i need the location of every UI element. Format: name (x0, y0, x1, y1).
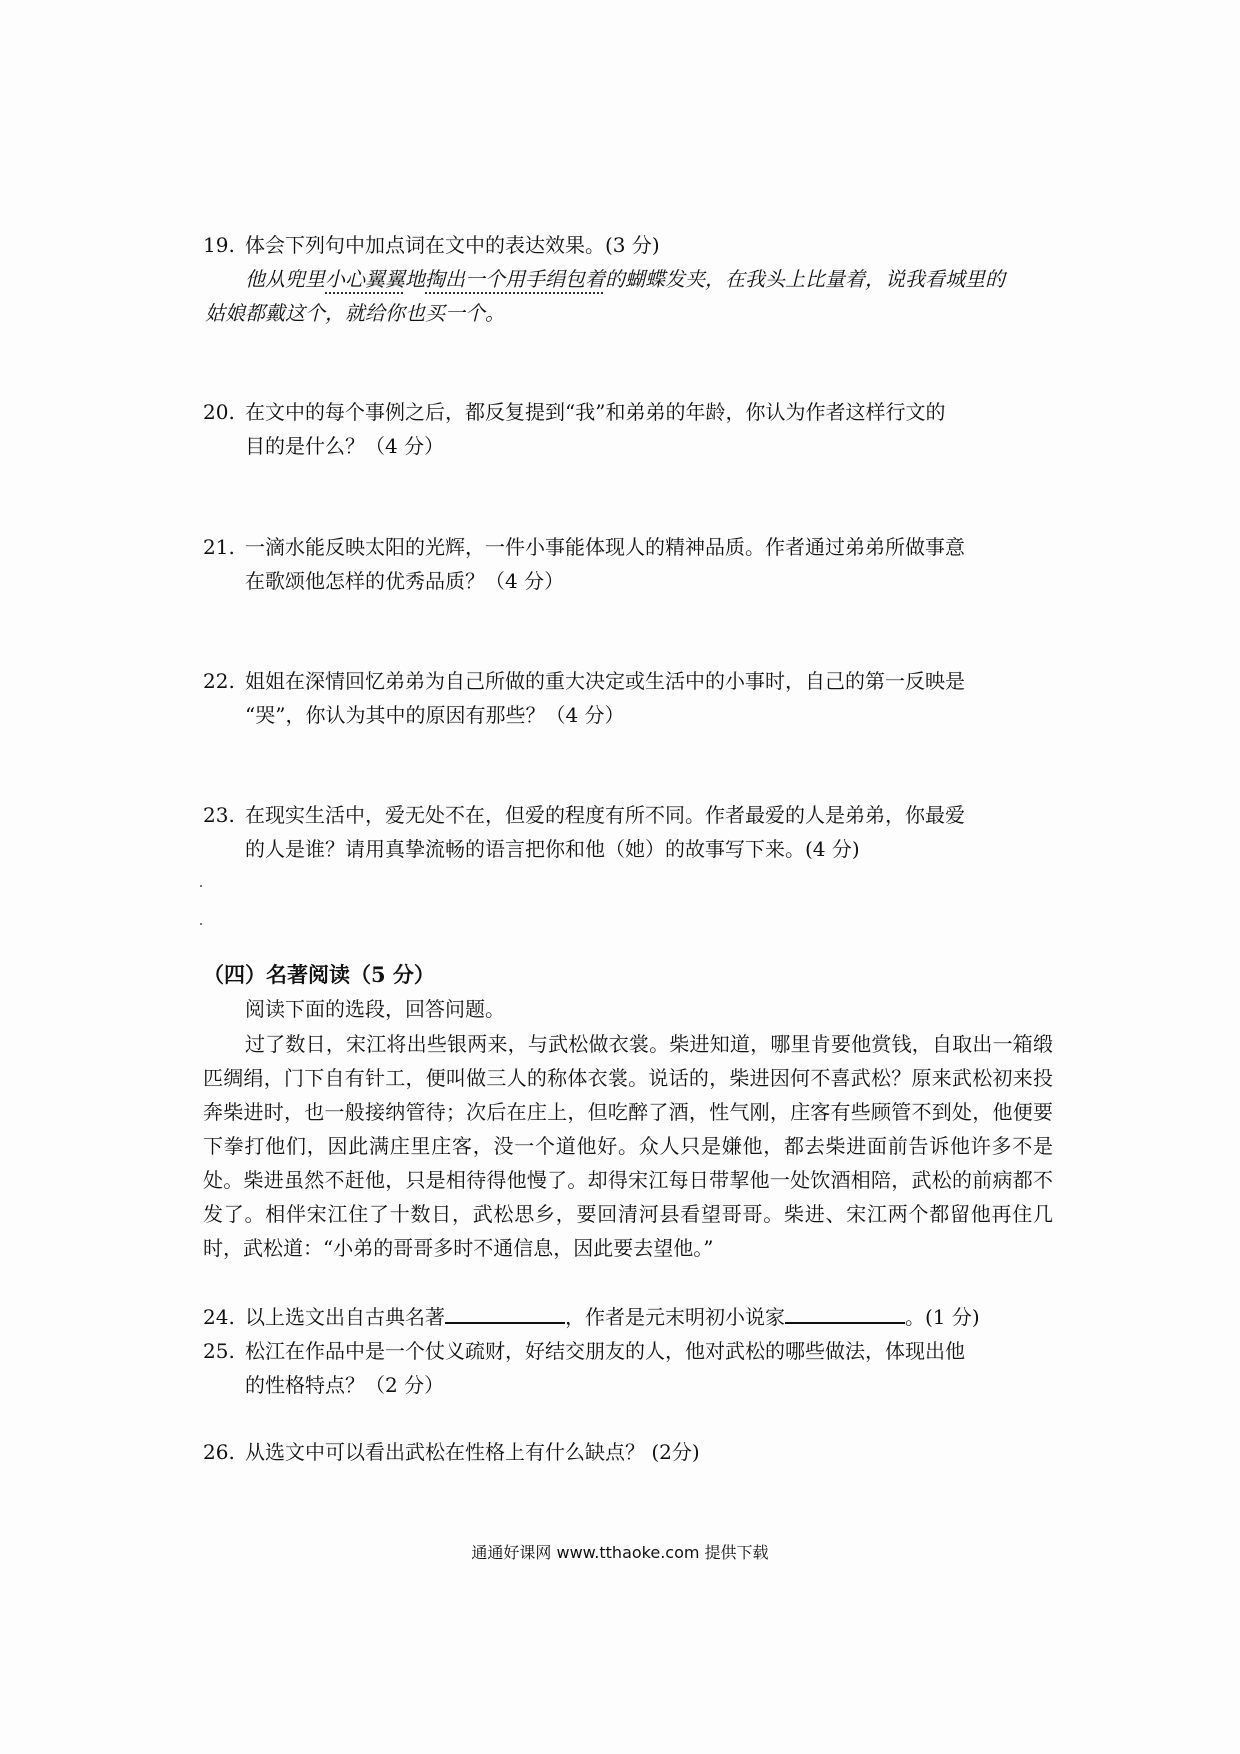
question-22 (203, 664, 1053, 732)
question-line: 的性格特点？（2 分） (245, 1373, 445, 1397)
question-number: 25. (203, 1339, 235, 1363)
sentence-text: 地 (405, 267, 425, 291)
question-21 (203, 530, 1053, 598)
question-26 (203, 1435, 1053, 1469)
dotted-word-1: 小心翼翼 (325, 267, 405, 291)
sentence-line-2: 姑娘都戴这个，就给你也买一个。 (205, 301, 505, 325)
section-title: （四）名著阅读（5 分） (203, 962, 435, 987)
question-number: 23. (203, 803, 235, 827)
question-line: 从选文中可以看出武松在性格上有什么缺点？ (2分) (245, 1440, 700, 1464)
question-number: 20. (203, 400, 235, 424)
question-20 (203, 395, 1053, 463)
answer-blank-book[interactable] (445, 1302, 565, 1324)
sentence-text: 的蝴蝶发夹，在我头上比量着，说我看城里的 (605, 267, 1005, 291)
question-number: 22. (203, 669, 235, 693)
answer-blank-author[interactable] (785, 1302, 905, 1324)
question-text: 。(1 分) (905, 1305, 980, 1329)
question-24 (203, 1300, 1053, 1334)
dotted-word-2: 掏出一个用手绢包着 (425, 267, 605, 291)
reading-passage (203, 1027, 1053, 1265)
question-line: 目的是什么？（4 分） (245, 434, 445, 458)
question-line: 一滴水能反映太阳的光辉，一件小事能体现人的精神品质。作者通过弟弟所做事意 (245, 535, 965, 559)
question-text: ，作者是元末明初小说家 (565, 1305, 785, 1329)
scan-speck (200, 885, 202, 887)
passage-text: 过了数日，宋江将出些银两来，与武松做衣裳。柴进知道，哪里肯要他赏钱，自取出一箱缎匹绸绢，门下自有针工，便叫做三人的称体衣裳。说话的，柴进因何不喜武松？原来武松初来投奔柴进时，也一般接纳管待；次后在庄上，但吃醉了酒，性气刚，庄客有些顾管不到处，他便要下拳打他们，因此满庄里庄客，没一个道他好。众人只是嫌他，都去柴进面前告诉他许多不是处。柴进虽然不赶他，只是相待得他慢了。却得宋江每日带挈他一处饮酒相陪，武松的前病都不发了。相伴宋江住了十数日，武松思乡，要回清河县看望哥哥。柴进、宋江两个都留他再住几时，武松道：“小弟的哥哥多时不通信息，因此要去望他。” (203, 1032, 1053, 1260)
question-line: 在现实生活中，爱无处不在，但爱的程度有所不同。作者最爱的人是弟弟，你最爱 (245, 803, 965, 827)
question-text: 以上选文出自古典名著 (245, 1305, 445, 1329)
question-number: 24. (203, 1305, 235, 1329)
question-line: “哭”，你认为其中的原因有那些？（4 分） (245, 703, 625, 727)
question-line: 松江在作品中是一个仗义疏财，好结交朋友的人，他对武松的哪些做法，体现出他 (245, 1339, 965, 1363)
question-number: 26. (203, 1440, 235, 1464)
sentence-text: 他从兜里 (245, 267, 325, 291)
question-line: 在歌颂他怎样的优秀品质？（4 分） (245, 569, 565, 593)
scan-speck (200, 923, 202, 925)
question-25 (203, 1334, 1053, 1402)
page-footer: 通通好课网 www.tthaoke.com 提供下载 (471, 1543, 769, 1562)
question-line: 的人是谁？请用真挚流畅的语言把你和他（她）的故事写下来。(4 分) (245, 837, 860, 861)
question-19 (203, 228, 1053, 262)
question-line: 姐姐在深情回忆弟弟为自己所做的重大决定或生活中的小事时，自己的第一反映是 (245, 669, 965, 693)
section-instruction: 阅读下面的选段，回答问题。 (245, 997, 505, 1021)
question-19-sentence (205, 262, 1050, 330)
question-number: 19. (203, 233, 235, 257)
question-line: 在文中的每个事例之后，都反复提到“我”和弟弟的年龄，你认为作者这样行文的 (245, 400, 946, 424)
question-23 (203, 798, 1053, 866)
question-number: 21. (203, 535, 235, 559)
question-prompt: 体会下列句中加点词在文中的表达效果。(3 分) (245, 233, 660, 257)
